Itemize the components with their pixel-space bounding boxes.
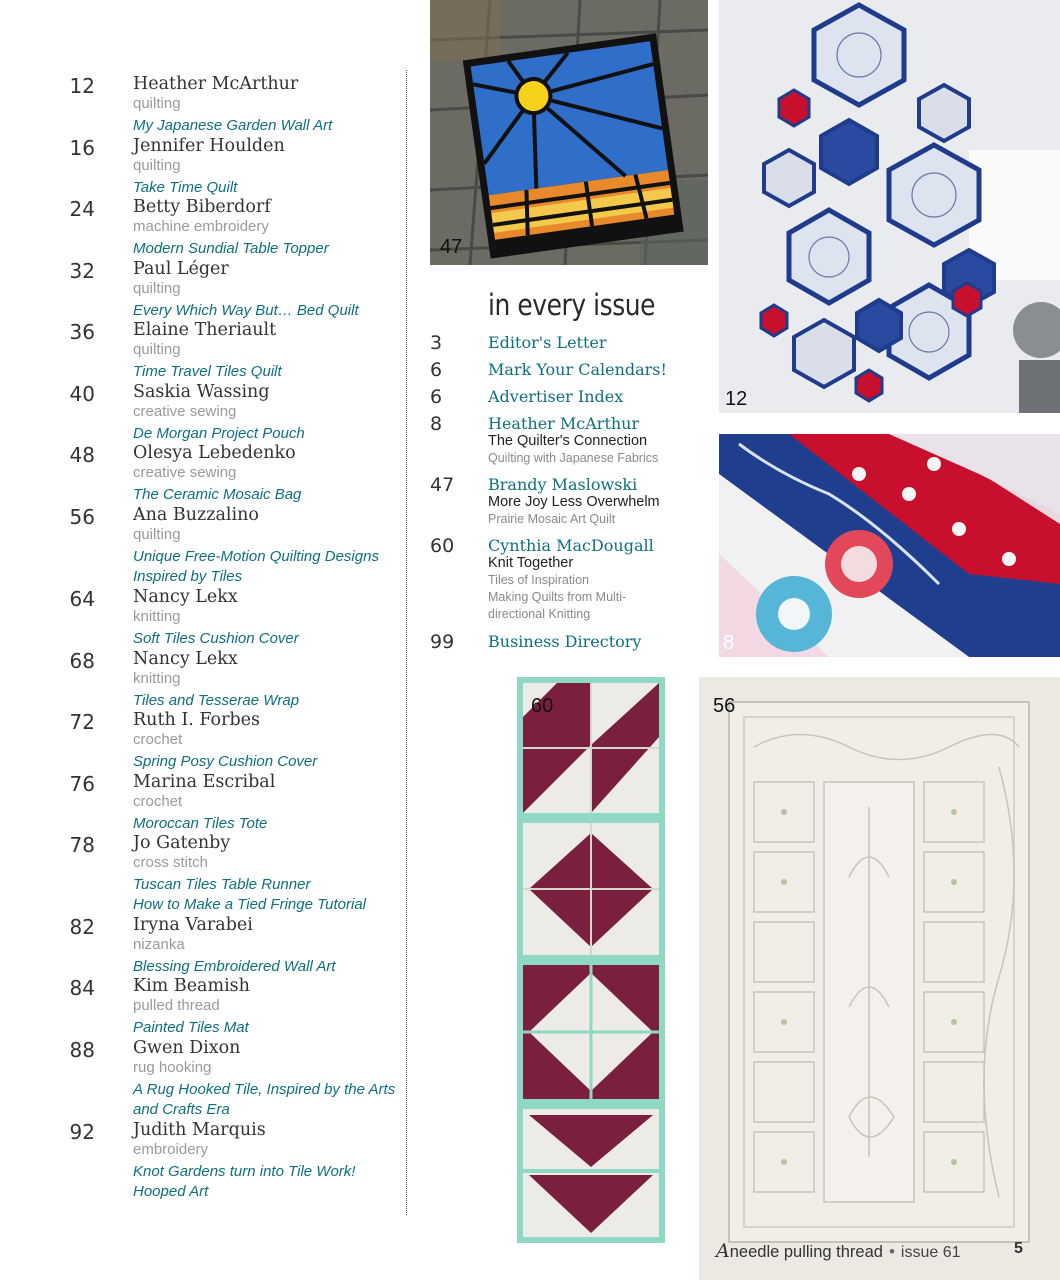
toc-page-number: 12 [69, 74, 95, 98]
toc-article-title[interactable]: Take Time Quilt [133, 179, 238, 196]
issue-item-subtitle: Knit Together [488, 555, 574, 571]
toc-category: quilting [133, 95, 181, 112]
issue-item-page: 99 [430, 631, 455, 653]
toc-article-title[interactable]: Blessing Embroidered Wall Art [133, 958, 336, 975]
toc-author: Kim Beamish [133, 976, 250, 996]
toc-author: Saskia Wassing [133, 382, 270, 402]
toc-category: cross stitch [133, 854, 209, 871]
toc-article-title[interactable]: Tiles and Tesserae Wrap [133, 692, 300, 709]
issue-item-page: 8 [430, 413, 443, 435]
toc-category: creative sewing [133, 464, 237, 481]
toc-page-number: 16 [69, 136, 95, 160]
footer-separator: • [888, 1242, 895, 1261]
toc-page-number: 84 [69, 976, 95, 1000]
toc-article-title-line2[interactable]: Hooped Art [133, 1183, 209, 1200]
toc-author: Jennifer Houlden [133, 136, 285, 156]
toc-category: pulled thread [133, 997, 220, 1014]
toc-page-number: 48 [69, 443, 95, 467]
toc-article-title[interactable]: Every Which Way But… Bed Quilt [133, 302, 359, 319]
toc-author: Judith Marquis [133, 1120, 266, 1140]
issue-item-detail: Tiles of Inspiration [488, 573, 589, 587]
issue-item-page: 60 [430, 535, 455, 557]
toc-article-title[interactable]: Time Travel Tiles Quilt [133, 363, 282, 380]
photo-page-label: 56 [713, 695, 736, 717]
toc-page-number: 32 [69, 259, 95, 283]
issue-item-page: 6 [430, 386, 443, 408]
toc-category: knitting [133, 608, 181, 625]
toc-article-title[interactable]: Unique Free-Motion Quilting Designs [133, 548, 379, 565]
issue-number: issue 61 [900, 1244, 961, 1261]
toc-article-title[interactable]: Knot Gardens turn into Tile Work! [133, 1163, 356, 1180]
toc-article-title[interactable]: A Rug Hooked Tile, Inspired by the Arts [133, 1081, 396, 1098]
page-number: 5 [1014, 1240, 1023, 1257]
photo-page-label: 60 [531, 695, 554, 717]
toc-page-number: 82 [69, 915, 95, 939]
photo-page-label: 8 [723, 632, 735, 654]
whole-cloth-quilt-photo [699, 677, 1060, 1280]
issue-item-title[interactable]: Mark Your Calendars! [488, 360, 667, 379]
toc-author: Olesya Lebedenko [133, 443, 296, 463]
toc-article-title-line2[interactable]: and Crafts Era [133, 1101, 230, 1118]
toc-category: crochet [133, 731, 183, 748]
toc-page-number: 72 [69, 710, 95, 734]
toc-category: quilting [133, 280, 181, 297]
toc-category: quilting [133, 341, 181, 358]
toc-author: Ana Buzzalino [133, 505, 259, 525]
toc-author: Heather McArthur [133, 74, 299, 94]
toc-article-title[interactable]: Painted Tiles Mat [133, 1019, 249, 1036]
issue-item-page: 47 [430, 474, 455, 496]
toc-author: Gwen Dixon [133, 1038, 241, 1058]
issue-item-page: 6 [430, 359, 443, 381]
stained-glass-quilt-photo [430, 0, 708, 265]
toc-author: Ruth I. Forbes [133, 710, 260, 730]
toc-page-number: 88 [69, 1038, 95, 1062]
issue-item-title[interactable]: Cynthia MacDougall [488, 536, 654, 555]
knitted-squares-photo [517, 677, 665, 1243]
issue-item-detail: Prairie Mosaic Art Quilt [488, 512, 616, 526]
toc-article-title[interactable]: My Japanese Garden Wall Art [133, 117, 333, 134]
toc-page-number: 68 [69, 649, 95, 673]
toc-article-title[interactable]: Modern Sundial Table Topper [133, 240, 329, 257]
photo-page-label: 47 [440, 236, 463, 258]
toc-category: nizanka [133, 936, 185, 953]
toc-page-number: 24 [69, 197, 95, 221]
toc-category: quilting [133, 157, 181, 174]
toc-article-title[interactable]: The Ceramic Mosaic Bag [133, 486, 302, 503]
toc-category: knitting [133, 670, 181, 687]
issue-item-title[interactable]: Advertiser Index [488, 387, 624, 406]
toc-article-title[interactable]: Spring Posy Cushion Cover [133, 753, 318, 770]
issue-item-page: 3 [430, 332, 443, 354]
toc-category: embroidery [133, 1141, 209, 1158]
toc-category: crochet [133, 793, 183, 810]
magazine-name: needle pulling thread [729, 1243, 883, 1261]
magazine-logo-initial: A [716, 1240, 730, 1262]
in-every-issue-heading: in every issue [488, 288, 656, 322]
toc-page-number: 64 [69, 587, 95, 611]
toc-author: Betty Biberdorf [133, 197, 271, 217]
toc-page-number: 36 [69, 320, 95, 344]
toc-page-number: 92 [69, 1120, 95, 1144]
toc-category: creative sewing [133, 403, 237, 420]
toc-author: Marina Escribal [133, 772, 276, 792]
toc-author: Nancy Lekx [133, 649, 238, 669]
issue-item-title[interactable]: Brandy Maslowski [488, 475, 638, 494]
toc-category: machine embroidery [133, 218, 269, 235]
toc-author: Jo Gatenby [133, 833, 231, 853]
toc-article-title[interactable]: De Morgan Project Pouch [133, 425, 305, 442]
toc-article-title[interactable]: Soft Tiles Cushion Cover [133, 630, 299, 647]
toc-category: rug hooking [133, 1059, 212, 1076]
toc-page-number: 78 [69, 833, 95, 857]
photo-page-label: 12 [725, 388, 748, 410]
toc-author: Iryna Varabei [133, 915, 253, 935]
toc-author: Elaine Theriault [133, 320, 277, 340]
issue-item-title[interactable]: Editor's Letter [488, 333, 607, 352]
issue-item-title[interactable]: Business Directory [488, 632, 642, 651]
issue-item-subtitle: The Quilter's Connection [488, 433, 648, 449]
issue-item-title[interactable]: Heather McArthur [488, 414, 640, 433]
column-divider [406, 70, 407, 1215]
toc-page-number: 76 [69, 772, 95, 796]
toc-author: Nancy Lekx [133, 587, 238, 607]
page-footer [716, 1240, 1023, 1264]
toc-article-title[interactable]: Tuscan Tiles Table Runner [133, 876, 311, 893]
issue-item-detail: directional Knitting [488, 607, 591, 621]
toc-article-title-line2[interactable]: How to Make a Tied Fringe Tutorial [133, 896, 367, 913]
issue-item-subtitle: More Joy Less Overwhelm [488, 494, 660, 510]
toc-page-number: 40 [69, 382, 95, 406]
toc-category: quilting [133, 526, 181, 543]
toc-article-title[interactable]: Moroccan Tiles Tote [133, 815, 268, 832]
hexagon-wall-art-photo [719, 0, 1060, 413]
issue-item-detail: Making Quilts from Multi- [488, 590, 627, 604]
issue-item-detail: Quilting with Japanese Fabrics [488, 451, 659, 465]
toc-page-number: 56 [69, 505, 95, 529]
toc-article-title-line2[interactable]: Inspired by Tiles [133, 568, 243, 585]
toc-author: Paul Léger [133, 259, 229, 279]
japanese-fabrics-photo [719, 434, 1060, 657]
